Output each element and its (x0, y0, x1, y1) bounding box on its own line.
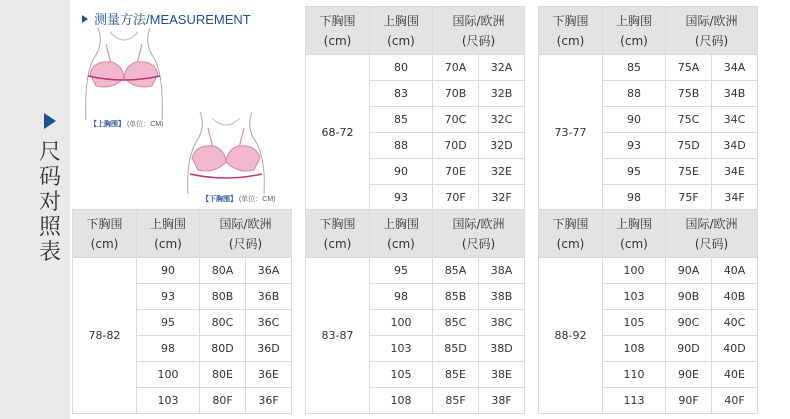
intl-cell: 90A (666, 258, 712, 284)
bust-cell: 100 (370, 310, 433, 336)
bust-header-unit: (cm) (154, 236, 182, 251)
bust-cell: 95 (370, 258, 433, 284)
intl-header-label: 国际/欧洲 (219, 216, 272, 231)
intl-header (200, 210, 292, 258)
bust-cell: 85 (370, 107, 433, 133)
intl-cell: 85D (433, 336, 479, 362)
eu-cell: 40A (712, 258, 758, 284)
bust-header-unit: (cm) (620, 236, 648, 251)
intl-header (666, 7, 758, 55)
side-title-char: 对 (38, 190, 61, 215)
intl-header-label: 国际/欧洲 (452, 13, 505, 28)
band-header (73, 210, 137, 258)
intl-cell: 70C (433, 107, 479, 133)
intl-cell: 90B (666, 284, 712, 310)
intl-header-size: (尺码) (461, 33, 496, 48)
intl-cell: 90C (666, 310, 712, 336)
intl-cell: 70D (433, 133, 479, 159)
intl-cell: 80D (200, 336, 246, 362)
band-header-label: 下胸围 (319, 13, 356, 28)
intl-header-size: (尺码) (694, 236, 729, 251)
bust-header-label: 上胸围 (149, 216, 186, 231)
band-header-label: 下胸围 (552, 13, 589, 28)
illustration-heading-text: 测量方法/MEASUREMENT (94, 12, 251, 27)
bust-cell: 108 (603, 336, 666, 362)
bust-header (137, 210, 200, 258)
bust-cell: 98 (370, 284, 433, 310)
band-header (539, 210, 603, 258)
eu-cell: 38F (479, 388, 525, 414)
intl-header-label: 国际/欧洲 (685, 216, 738, 231)
eu-cell: 34F (712, 185, 758, 211)
eu-cell: 38C (479, 310, 525, 336)
bust-cell: 105 (603, 310, 666, 336)
intl-header-size: (尺码) (694, 33, 729, 48)
intl-cell: 70F (433, 185, 479, 211)
bust-header-unit: (cm) (620, 33, 648, 48)
intl-cell: 75C (666, 107, 712, 133)
intl-cell: 90D (666, 336, 712, 362)
band-value: 73-77 (539, 55, 603, 211)
eu-cell: 32C (479, 107, 525, 133)
band-header-label: 下胸围 (552, 216, 589, 231)
intl-cell: 80A (200, 258, 246, 284)
side-title (34, 140, 66, 265)
illustration-heading (82, 9, 251, 28)
size-table-78-82 (72, 209, 292, 414)
upper-bust-figure (76, 28, 172, 120)
intl-header-size: (尺码) (228, 236, 263, 251)
eu-cell: 36E (246, 362, 292, 388)
bust-cell: 103 (603, 284, 666, 310)
bust-header (603, 210, 666, 258)
band-header-unit: (cm) (90, 236, 119, 251)
band-header (539, 7, 603, 55)
bust-cell: 88 (603, 81, 666, 107)
intl-header-label: 国际/欧洲 (685, 13, 738, 28)
eu-cell: 36F (246, 388, 292, 414)
bust-cell: 90 (603, 107, 666, 133)
side-panel (0, 0, 70, 419)
intl-cell: 70E (433, 159, 479, 185)
bust-cell: 103 (137, 388, 200, 414)
bust-cell: 90 (137, 258, 200, 284)
intl-cell: 85B (433, 284, 479, 310)
size-table-83-87 (305, 209, 525, 414)
eu-cell: 32B (479, 81, 525, 107)
eu-cell: 34B (712, 81, 758, 107)
bust-header-label: 上胸围 (615, 216, 652, 231)
band-header-label: 下胸围 (86, 216, 123, 231)
bust-header (370, 210, 433, 258)
intl-cell: 75E (666, 159, 712, 185)
bust-cell: 110 (603, 362, 666, 388)
bust-cell: 100 (603, 258, 666, 284)
intl-cell: 90F (666, 388, 712, 414)
bust-cell: 113 (603, 388, 666, 414)
band-value: 78-82 (73, 258, 137, 414)
band-header-label: 下胸围 (319, 216, 356, 231)
bust-cell: 103 (370, 336, 433, 362)
bust-cell: 88 (370, 133, 433, 159)
intl-cell: 85E (433, 362, 479, 388)
intl-cell: 80B (200, 284, 246, 310)
intl-header (666, 210, 758, 258)
band-header-unit: (cm) (323, 236, 352, 251)
band-value: 68-72 (306, 55, 370, 211)
eu-cell: 36A (246, 258, 292, 284)
eu-cell: 32E (479, 159, 525, 185)
bust-cell: 85 (603, 55, 666, 81)
bust-cell: 93 (137, 284, 200, 310)
bust-cell: 93 (603, 133, 666, 159)
bust-cell: 95 (137, 310, 200, 336)
band-header-unit: (cm) (323, 33, 352, 48)
eu-cell: 40D (712, 336, 758, 362)
eu-cell: 34C (712, 107, 758, 133)
intl-cell: 80F (200, 388, 246, 414)
bust-cell: 98 (603, 185, 666, 211)
eu-cell: 36C (246, 310, 292, 336)
bust-cell: 83 (370, 81, 433, 107)
eu-cell: 38D (479, 336, 525, 362)
side-title-char: 照 (38, 215, 61, 240)
under-bust-figure (178, 112, 274, 194)
intl-cell: 85F (433, 388, 479, 414)
bust-cell: 90 (370, 159, 433, 185)
band-header-unit: (cm) (556, 236, 585, 251)
bust-cell: 95 (603, 159, 666, 185)
intl-cell: 75B (666, 81, 712, 107)
band-header (306, 210, 370, 258)
side-title-char: 码 (38, 165, 61, 190)
intl-cell: 80E (200, 362, 246, 388)
eu-cell: 36B (246, 284, 292, 310)
band-value: 88-92 (539, 258, 603, 414)
intl-cell: 75F (666, 185, 712, 211)
size-table-88-92 (538, 209, 758, 414)
intl-header-label: 国际/欧洲 (452, 216, 505, 231)
bust-cell: 93 (370, 185, 433, 211)
bust-header-unit: (cm) (387, 236, 415, 251)
bust-header-label: 上胸围 (615, 13, 652, 28)
bust-header-label: 上胸围 (382, 13, 419, 28)
triangle-icon (82, 15, 88, 23)
under-bust-caption (202, 194, 276, 204)
upper-bust-unit: (单位：CM) (126, 121, 164, 128)
eu-cell: 32D (479, 133, 525, 159)
intl-header (433, 7, 525, 55)
bust-cell: 100 (137, 362, 200, 388)
intl-header-size: (尺码) (461, 236, 496, 251)
size-table-68-72 (305, 6, 525, 211)
intl-cell: 80C (200, 310, 246, 336)
band-header-unit: (cm) (556, 33, 585, 48)
bust-header-label: 上胸围 (382, 216, 419, 231)
intl-cell: 85C (433, 310, 479, 336)
upper-bust-caption (90, 119, 164, 129)
under-bust-unit: (单位：CM) (238, 196, 276, 203)
eu-cell: 38B (479, 284, 525, 310)
size-table-73-77 (538, 6, 758, 211)
bust-header (370, 7, 433, 55)
measurement-illustration (70, 4, 286, 209)
upper-bust-label: 【上胸围】 (90, 121, 125, 128)
eu-cell: 40F (712, 388, 758, 414)
eu-cell: 40B (712, 284, 758, 310)
band-value: 83-87 (306, 258, 370, 414)
eu-cell: 40C (712, 310, 758, 336)
intl-header (433, 210, 525, 258)
side-title-char: 尺 (38, 140, 61, 165)
eu-cell: 36D (246, 336, 292, 362)
bust-cell: 105 (370, 362, 433, 388)
bust-cell: 80 (370, 55, 433, 81)
side-title-char: 表 (38, 240, 61, 265)
eu-cell: 38A (479, 258, 525, 284)
eu-cell: 40E (712, 362, 758, 388)
eu-cell: 34E (712, 159, 758, 185)
bust-header (603, 7, 666, 55)
intl-cell: 70A (433, 55, 479, 81)
intl-cell: 75D (666, 133, 712, 159)
eu-cell: 32F (479, 185, 525, 211)
eu-cell: 34A (712, 55, 758, 81)
under-bust-label: 【下胸围】 (202, 196, 237, 203)
bust-cell: 98 (137, 336, 200, 362)
right-triangle-icon (44, 113, 56, 129)
intl-cell: 70B (433, 81, 479, 107)
eu-cell: 34D (712, 133, 758, 159)
bust-header-unit: (cm) (387, 33, 415, 48)
intl-cell: 85A (433, 258, 479, 284)
bust-cell: 108 (370, 388, 433, 414)
intl-cell: 75A (666, 55, 712, 81)
eu-cell: 32A (479, 55, 525, 81)
band-header (306, 7, 370, 55)
intl-cell: 90E (666, 362, 712, 388)
eu-cell: 38E (479, 362, 525, 388)
